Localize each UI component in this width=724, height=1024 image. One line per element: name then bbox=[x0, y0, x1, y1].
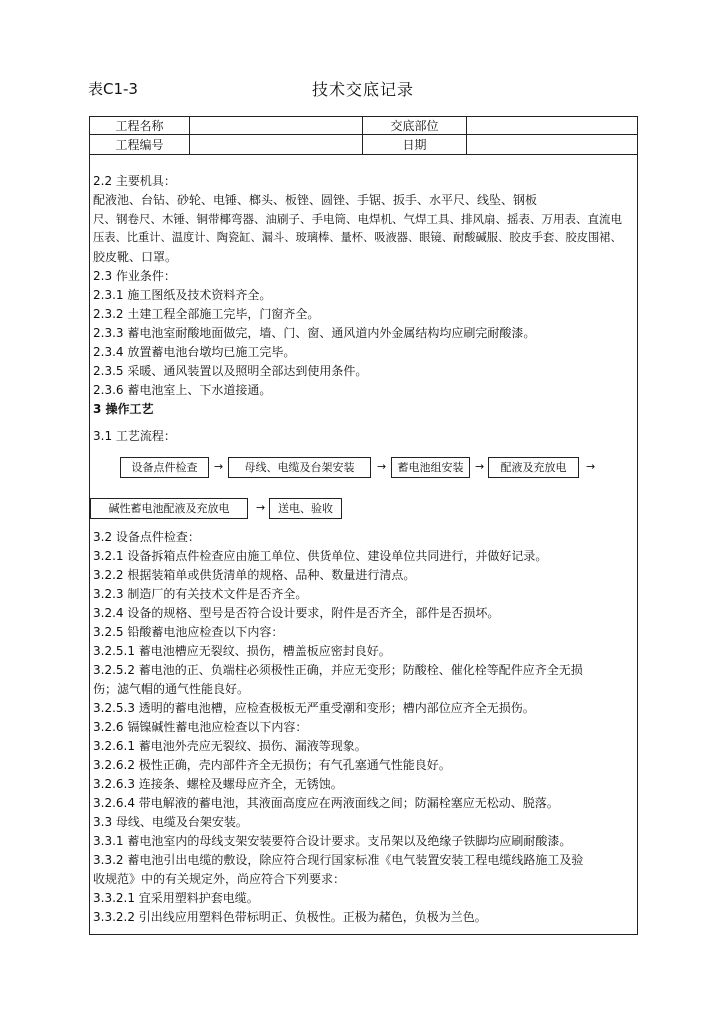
text-line: 配液池、台钻、砂轮、电锤、榔头、板锉、圆锉、手锯、扳手、水平尺、线坠、钢板 bbox=[93, 193, 538, 207]
project-name-label: 工程名称 bbox=[115, 119, 164, 133]
flow-step-equipment-check: 设备点件检查 bbox=[120, 457, 209, 478]
text-line: 收规范》中的有关规定外，尚应符合下列要求： bbox=[93, 872, 346, 886]
flow-arrow-icon: → bbox=[586, 460, 596, 473]
text-line: 3.2.6.1 蓄电池外壳应无裂纹、损伤、漏液等现象。 bbox=[93, 739, 367, 753]
text-line: 3.3.1 蓄电池室内的母线支架安装要符合设计要求。支吊架以及绝缘子铁脚均应刷耐酸漆。 bbox=[93, 834, 572, 848]
text-line: 3.1 工艺流程： bbox=[93, 429, 176, 443]
text-line: 3.2.5.3 透明的蓄电池槽，应检查极板无严重受潮和变形；槽内部位应齐全无损伤。 bbox=[93, 701, 535, 715]
date-label: 日期 bbox=[402, 138, 427, 152]
text-line: 3.2.6.3 连接条、螺栓及螺母应齐全，无锈蚀。 bbox=[93, 777, 343, 791]
flow-step-alkaline-charge: 碱性蓄电池配液及充放电 bbox=[90, 498, 248, 519]
text-line: 3.2.5 铅酸蓄电池应检查以下内容： bbox=[93, 625, 284, 639]
table-divider bbox=[466, 117, 467, 154]
text-line: 3.2.2 根据装箱单或供货清单的规格、品种、数量进行清点。 bbox=[93, 568, 416, 582]
flow-step-battery-install: 蓄电池组安装 bbox=[391, 457, 470, 478]
text-line: 3.2 设备点件检查： bbox=[93, 530, 200, 544]
table-divider bbox=[90, 154, 637, 155]
table-divider bbox=[189, 117, 190, 154]
text-line: 3.3.2.1 宜采用塑料护套电缆。 bbox=[93, 891, 259, 905]
text-line: 伤；滤气帽的通气性能良好。 bbox=[93, 682, 250, 696]
project-number-label: 工程编号 bbox=[115, 138, 164, 152]
text-line: 3.2.5.2 蓄电池的正、负端柱必须极性正确，并应无变形；防酸栓、催化栓等配件应齐全无损 bbox=[93, 663, 583, 677]
text-line: 2.2 主要机具： bbox=[93, 174, 176, 188]
text-line: 2.3.3 蓄电池室耐酸地面做完，墙、门、窗、通风道内外金属结构均应刷完耐酸漆。 bbox=[93, 326, 536, 340]
text-line: 3.2.4 设备的规格、型号是否符合设计要求，附件是否齐全，部件是否损坏。 bbox=[93, 606, 500, 620]
text-line: 2.3.4 放置蓄电池台墩均已施工完毕。 bbox=[93, 345, 296, 359]
section-heading: 3 操作工艺 bbox=[93, 402, 154, 416]
text-line: 2.3.2 土建工程全部施工完毕，门窗齐全。 bbox=[93, 307, 320, 321]
text-line: 胶皮靴、口罩。 bbox=[93, 250, 178, 264]
flow-step-busbar-cable-rack: 母线、电缆及台架安装 bbox=[228, 457, 371, 478]
text-line: 3.3 母线、电缆及台架安装。 bbox=[93, 815, 248, 829]
flow-arrow-icon: → bbox=[475, 460, 485, 473]
text-line: 3.2.6.2 极性正确，壳内部件齐全无损伤；有气孔塞通气性能良好。 bbox=[93, 758, 451, 772]
text-line: 2.3.5 采暖、通风装置以及照明全部达到使用条件。 bbox=[93, 364, 368, 378]
flow-arrow-icon: → bbox=[256, 501, 266, 514]
text-line: 2.3.1 施工图纸及技术资料齐全。 bbox=[93, 288, 272, 302]
text-line: 3.2.5.1 蓄电池槽应无裂纹、损伤，槽盖板应密封良好。 bbox=[93, 644, 391, 658]
flow-step-electrolyte-charge: 配液及充放电 bbox=[488, 457, 579, 478]
text-line: 压表、比重计、温度计、陶瓷缸、漏斗、玻璃棒、量杯、吸液器、眼镜、耐酸碱服、胶皮手套、胶皮围裙、 bbox=[93, 231, 622, 244]
text-line: 3.3.2 蓄电池引出电缆的敷设，除应符合现行国家标准《电气装置安装工程电缆线路施工及验 bbox=[93, 853, 584, 867]
table-divider bbox=[90, 134, 637, 135]
handover-location-label: 交底部位 bbox=[390, 119, 439, 133]
page-title: 技术交底记录 bbox=[312, 80, 415, 99]
text-line: 3.2.3 制造厂的有关技术文件是否齐全。 bbox=[93, 587, 308, 601]
document-frame bbox=[89, 116, 638, 935]
form-code: 表C1-3 bbox=[88, 80, 138, 98]
text-line: 2.3.6 蓄电池室上、下水道接通。 bbox=[93, 383, 272, 397]
text-line: 3.3.2.2 引出线应用塑料色带标明正、负极性。正极为赭色，负极为兰色。 bbox=[93, 910, 487, 924]
flow-arrow-icon: → bbox=[214, 460, 224, 473]
text-line: 3.2.6 镉镍碱性蓄电池应检查以下内容： bbox=[93, 720, 308, 734]
flow-step-energize-accept: 送电、验收 bbox=[269, 498, 342, 519]
text-line: 2.3 作业条件： bbox=[93, 269, 176, 283]
text-line: 尺、钢卷尺、木锤、铜带椰弯器、油刷子、手电筒、电焊机、气焊工具、排风扇、摇表、万用表、直流电 bbox=[93, 212, 622, 226]
flow-arrow-icon: → bbox=[377, 460, 387, 473]
text-line: 3.2.6.4 带电解液的蓄电池，其液面高度应在两液面线之间；防漏栓塞应无松动、脱落。 bbox=[93, 796, 559, 810]
text-line: 3.2.1 设备拆箱点件检查应由施工单位、供货单位、建设单位共同进行，并做好记录。 bbox=[93, 549, 548, 563]
